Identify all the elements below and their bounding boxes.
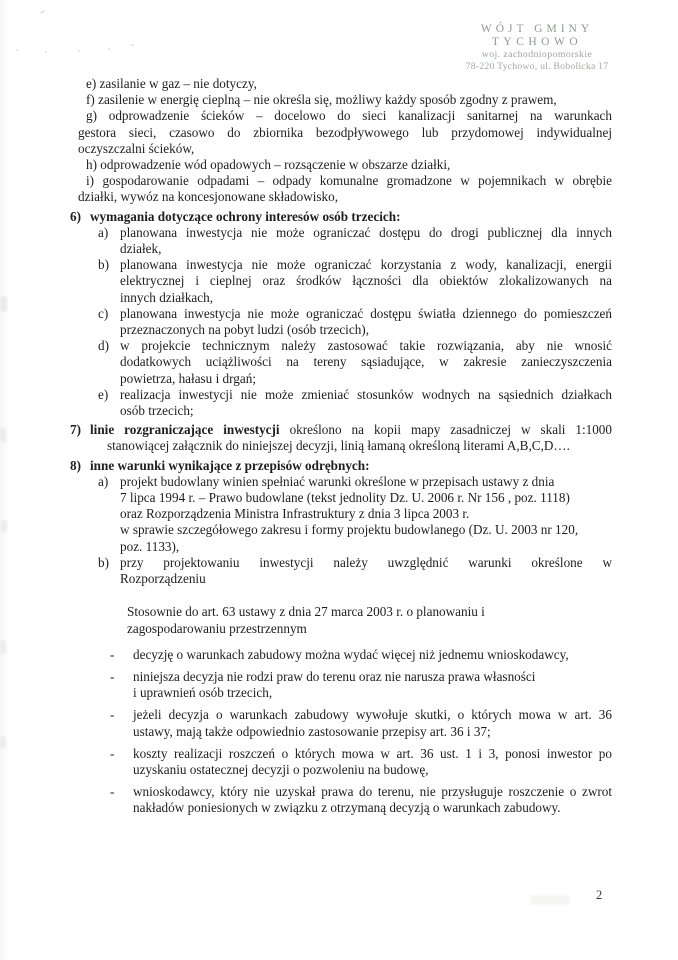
item-marker: a) bbox=[98, 224, 109, 240]
dash-marker: - bbox=[110, 745, 115, 761]
item-text: działek, bbox=[120, 241, 162, 257]
legal-note-line: zagospodarowaniu przestrzennym bbox=[127, 620, 307, 636]
office-stamp bbox=[432, 22, 642, 72]
item-text: planowana inwestycja nie może ograniczać dostępu do drogi publicznej dla innych bbox=[120, 224, 612, 240]
scan-smudge bbox=[1, 520, 7, 532]
item-text: przy projektowaniu inwestycji należy uwzględnić warunki określone w bbox=[120, 554, 612, 570]
list-item bbox=[110, 647, 612, 663]
list-item bbox=[78, 92, 612, 108]
item-text: gospodarowanie odpadami – odpady komunalne gromadzone w pojemnikach w obrębie bbox=[102, 173, 613, 189]
section-number: 8) bbox=[70, 457, 81, 473]
item-marker: f) bbox=[86, 92, 95, 108]
item-marker: d) bbox=[98, 338, 109, 354]
item-text: zasilenie w energię cieplną – nie określa się, możliwy każdy sposób zgodny z prawem, bbox=[98, 92, 557, 108]
item-text: nakładów poniesionych w związku z otrzymaną decyzją o warunkach zabudowy. bbox=[133, 800, 561, 816]
stamp-voivodeship: woj. zachodniopomorskie bbox=[481, 49, 593, 60]
section-text: określono na kopii mapy zasadniczej w skali 1:1000 bbox=[279, 422, 612, 438]
item-text: planowana inwestycja nie może ograniczać dostępu światła dziennego do pomieszczeń bbox=[120, 305, 612, 321]
utilities-list bbox=[78, 76, 612, 206]
item-text: ustawy, mają także odpowiednio zastosowanie przepisy art. 36 i 37; bbox=[133, 723, 491, 739]
legal-note-line: Stosownie do art. 63 ustawy z dnia 27 marca 2003 r. o planowaniu i bbox=[127, 604, 485, 620]
dash-list bbox=[70, 647, 612, 817]
section-number: 6) bbox=[70, 208, 81, 224]
scan-smudge bbox=[0, 296, 7, 312]
item-text: decyzję o warunkach zabudowy można wydać więcej niż jednemu wnioskodawcy, bbox=[133, 646, 569, 662]
list-item bbox=[110, 746, 612, 778]
item-text: dodatkowych uciążliwości na tereny sąsiadujące, w zakresie zanieczyszczenia bbox=[120, 354, 612, 370]
page-number: 2 bbox=[596, 888, 603, 902]
scan-smudge bbox=[0, 428, 6, 442]
scan-speck bbox=[45, 51, 47, 53]
scan-smudge bbox=[0, 640, 6, 654]
item-text: w sprawie szczegółowego zakresu i formy projektu budowlanego (Dz. U. 2003 nr 120, bbox=[120, 522, 579, 538]
item-text: odprowadzenie ścieków – docelowo do sieci kanalizacji sanitarnej na warunkach bbox=[108, 108, 612, 124]
dash-marker: - bbox=[110, 784, 115, 800]
list-item bbox=[98, 387, 612, 419]
scan-smudge bbox=[0, 736, 6, 748]
section-8 bbox=[70, 458, 612, 588]
section-heading bbox=[70, 422, 612, 454]
scan-speck bbox=[131, 44, 134, 46]
section-title: wymagania dotyczące ochrony interesów osób trzecich: bbox=[90, 208, 401, 224]
item-text: 7 lipca 1994 r. – Prawo budowlane (tekst jednolity Dz. U. 2006 r. Nr 156 , poz. 1118) bbox=[120, 490, 570, 506]
list-item bbox=[98, 474, 612, 555]
legal-note bbox=[127, 604, 612, 636]
item-text: poz. 1133), bbox=[120, 538, 180, 554]
item-text: Rozporządzeniu bbox=[120, 571, 206, 587]
list-item bbox=[98, 257, 612, 306]
stamp-town: TYCHOWO bbox=[491, 36, 583, 48]
list-item bbox=[110, 669, 612, 701]
item-text: oraz Rozporządzenia Ministra Infrastruktury z dnia 3 lipca 2003 r. bbox=[120, 506, 470, 522]
item-text: oczyszczalni ścieków, bbox=[78, 140, 195, 156]
item-text: przeznaczonych na pobyt ludzi (osób trzecich), bbox=[120, 322, 369, 338]
item-text: wnioskodawcy, który nie uzyskał prawa do terenu, nie przysługuje roszczenie o zwrot bbox=[133, 784, 612, 800]
item-text: innych działkach, bbox=[120, 289, 214, 305]
section-title: linie rozgraniczające inwestycji bbox=[90, 422, 280, 438]
section-title: inne warunki wynikające z przepisów odrębnych: bbox=[90, 457, 370, 473]
item-marker: b) bbox=[98, 554, 109, 570]
section-heading bbox=[70, 209, 612, 225]
item-text: i uprawnień osób trzecich, bbox=[133, 685, 273, 701]
item-text: w projekcie technicznym należy zastosować takie rozwiązania, aby nie wnosić bbox=[120, 338, 612, 354]
item-text: zasilanie w gaz – nie dotyczy, bbox=[99, 76, 257, 91]
item-text: działki, wywóz na koncesjonowane składowisko, bbox=[78, 189, 339, 205]
item-text: jeżeli decyzja o warunkach zabudowy wywołuje skutki, o których mowa w art. 36 bbox=[133, 707, 612, 723]
item-marker: b) bbox=[98, 257, 109, 273]
list-item bbox=[78, 108, 612, 157]
list-item bbox=[98, 225, 612, 257]
section-6 bbox=[70, 209, 612, 420]
item-marker: e) bbox=[86, 76, 97, 91]
item-text: gestora sieci, czasowo do zbiornika bezodpływowego lub przydomowej indywidualnej bbox=[78, 124, 612, 140]
list-item bbox=[78, 173, 612, 205]
section-number: 7) bbox=[70, 422, 81, 438]
item-text: projekt budowlany winien spełniać warunki określone w przepisach ustawy z dnia bbox=[120, 473, 555, 489]
item-text: realizacja inwestycji nie może zmieniać stosunków wodnych na sąsiednich działkach bbox=[120, 386, 612, 402]
dash-marker: - bbox=[110, 668, 115, 684]
stamp-address: 78-220 Tychowo, ul. Bobolicka 17 bbox=[465, 60, 609, 72]
item-text: osób trzecich; bbox=[120, 403, 194, 419]
list-item bbox=[110, 784, 612, 816]
stamp-office-name: WÓJT GMINY bbox=[480, 23, 594, 35]
list-item bbox=[78, 76, 612, 92]
scan-speck bbox=[16, 49, 18, 51]
item-marker: e) bbox=[98, 386, 109, 402]
dash-marker: - bbox=[110, 646, 115, 662]
scan-speck bbox=[40, 10, 45, 14]
scan-speck bbox=[78, 50, 80, 52]
item-text: odprowadzenie wód opadowych – rozsączenie w obszarze działki, bbox=[100, 157, 451, 173]
scan-speck bbox=[108, 48, 110, 50]
section-lead-line bbox=[90, 422, 612, 438]
section-text: stanowiącej załącznik do niniejszej decyzji, linią łamaną określoną literami A,B,C,D…. bbox=[107, 438, 570, 454]
item-marker: a) bbox=[98, 473, 109, 489]
list-item bbox=[98, 338, 612, 387]
list-item bbox=[98, 555, 612, 587]
item-marker: h) bbox=[86, 157, 97, 173]
document-body bbox=[70, 76, 612, 823]
item-marker: i) bbox=[86, 173, 95, 189]
section-7 bbox=[70, 422, 612, 454]
scan-smudge bbox=[530, 895, 570, 905]
item-marker: g) bbox=[86, 108, 97, 124]
item-marker: c) bbox=[98, 305, 109, 321]
item-text: niniejsza decyzja nie rodzi praw do terenu oraz nie narusza prawa własności bbox=[133, 668, 536, 684]
section-heading bbox=[70, 458, 612, 474]
item-text: powietrza, hałasu i drgań; bbox=[120, 370, 256, 386]
item-text: uzyskaniu ostatecznej decyzji o pozwoleniu na budowę, bbox=[133, 761, 429, 777]
list-item bbox=[98, 306, 612, 338]
item-text: planowana inwestycja nie może ograniczać korzystania z wody, kanalizacji, energii bbox=[120, 257, 612, 273]
list-item bbox=[78, 157, 612, 173]
item-text: elektrycznej i cieplnej oraz środków łączności dla obiektów zlokalizowanych na bbox=[120, 273, 612, 289]
item-text: koszty realizacji roszczeń o których mowa w art. 36 ust. 1 i 3, ponosi inwestor po bbox=[133, 745, 612, 761]
list-item bbox=[110, 707, 612, 739]
dash-marker: - bbox=[110, 707, 115, 723]
